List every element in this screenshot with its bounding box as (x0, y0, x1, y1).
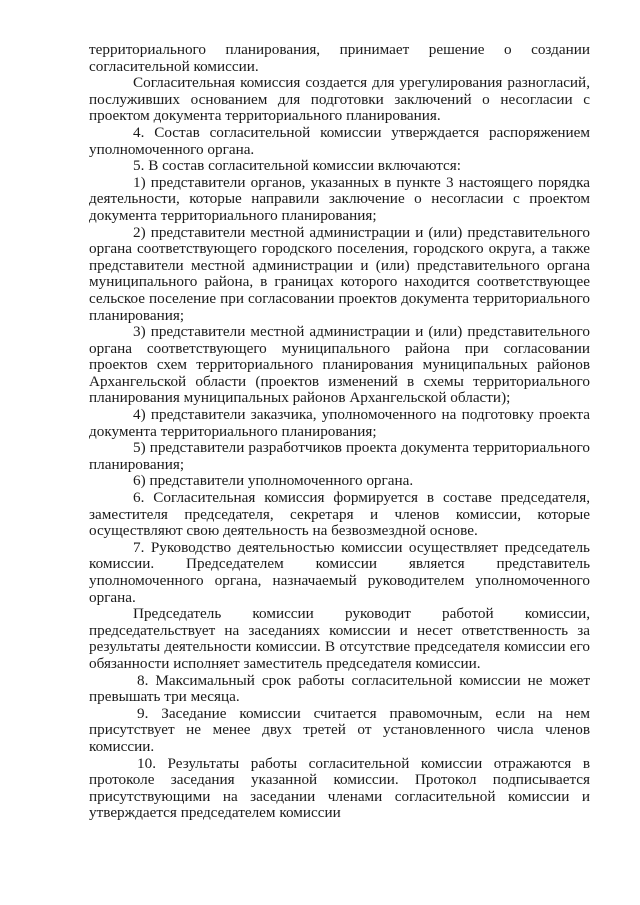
paragraph-item-8: 8. Максимальный срок работы согласительной комиссии не может превышать три месяца. (89, 671, 590, 706)
document-page (89, 42, 590, 822)
paragraph-subitem-4: 4) представители заказчика, уполномоченного на подготовку проекта документа территориального планирования; (89, 406, 590, 440)
paragraph-item-7: 7. Руководство деятельностью комиссии осуществляет председатель комиссии. Председателем комиссии является представитель уполномоченного органа, назначаемый руководителем уполномоченного органа. (89, 538, 590, 606)
paragraph-item-4: 4. Состав согласительной комиссии утверждается распоряжением уполномоченного органа. (89, 123, 590, 158)
paragraph-subitem-2: 2) представители местной администрации и (или) представительного органа соответствующего городского поселения, городского округа, а также представители местной администрации и (или) представительного органа муниципального района, в границах которого находится соответствующее сельское поселение при согласовании проектов документа территориального планирования; (89, 223, 590, 324)
paragraph-continuation: территориального планирования, принимает решение о создании согласительной комиссии. (89, 41, 590, 75)
paragraph-item-6: 6. Согласительная комиссия формируется в составе председателя, заместителя председателя, секретаря и членов комиссии, которые осуществляют свою деятельность на безвозмездной основе. (89, 489, 590, 540)
paragraph-item-5: 5. В состав согласительной комиссии включаются: (133, 157, 461, 175)
paragraph-subitem-1: 1) представители органов, указанных в пункте 3 настоящего порядка деятельности, которые направили заключение о несогласии с проектом документа территориального планирования; (89, 173, 590, 224)
paragraph-item-10: 10. Результаты работы согласительной комиссии отражаются в протоколе заседания указанной комиссии. Протокол подписывается присутствующими на заседании членами согласительной комиссии и утверждается председателем комиссии (89, 754, 590, 822)
paragraph-chairman-duties: Председатель комиссии руководит работой комиссии, председательствует на заседаниях комиссии и несет ответственность за результаты деятельности комиссии. В отсутствие председателя комиссии его обязанности исполняет заместитель председателя комиссии. (89, 605, 590, 672)
paragraph-subitem-3: 3) представители местной администрации и (или) представительного органа соответствующего муниципального района при согласовании проектов схем территориального планирования муниципальных районов Архангельской области (проектов изменений в схемы территориального планирования муниципальных районов Архангельской области); (89, 323, 590, 407)
paragraph-commission-purpose: Согласительная комиссия создается для урегулирования разногласий, послуживших основанием для подготовки заключений о несогласии с проектом документа территориального планирования. (89, 74, 590, 125)
paragraph-item-9: 9. Заседание комиссии считается правомочным, если на нем присутствует не менее двух третей от установленного числа членов комиссии. (89, 704, 590, 755)
paragraph-subitem-6: 6) представители уполномоченного органа. (133, 472, 414, 490)
paragraph-subitem-5: 5) представители разработчиков проекта документа территориального планирования; (89, 439, 590, 473)
